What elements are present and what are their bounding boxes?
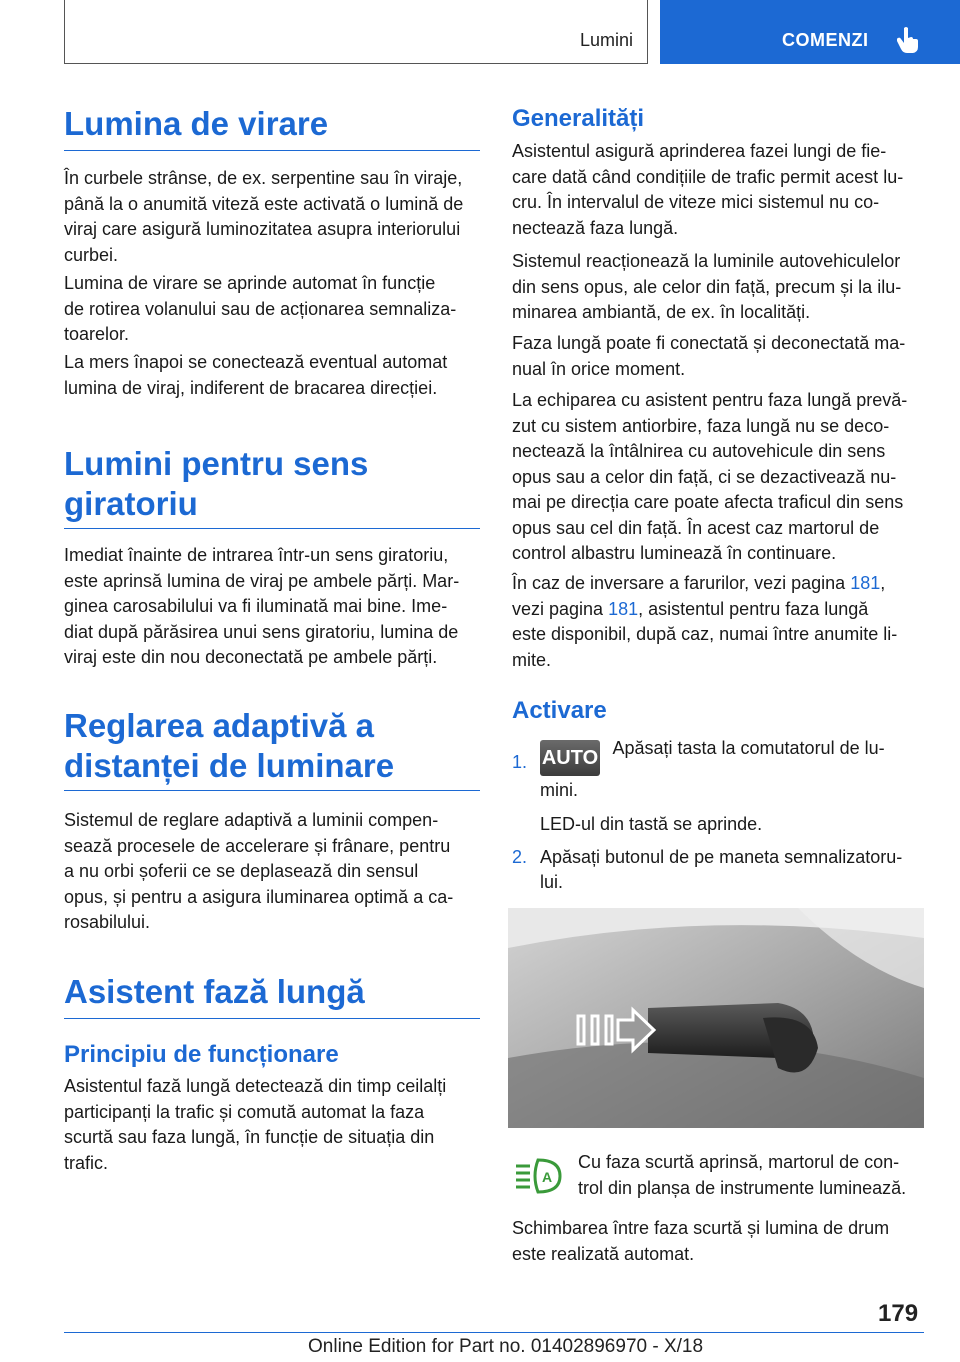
text-line: lumina de viraj, indiferent de bracarea direcției. bbox=[64, 377, 438, 398]
section-tab-lumini bbox=[64, 0, 648, 64]
text-fragment: , bbox=[880, 573, 886, 593]
text-line: opus sau a celor din față, ci se dezactivează nu- bbox=[512, 466, 897, 487]
subheading-activare: Activare bbox=[512, 697, 607, 724]
auto-button-icon: AUTO bbox=[540, 740, 600, 776]
text-line: este disponibil, după caz, numai între anumite li- bbox=[512, 624, 898, 644]
text-line: curbei. bbox=[64, 244, 119, 265]
heading-asistent-faza-lunga: Asistent fază lungă bbox=[64, 973, 365, 1010]
text-line: Lumina de virare se aprinde automat în funcție bbox=[64, 273, 436, 293]
text-line: zut cu sistem antiorbire, faza lungă nu se deco- bbox=[512, 415, 890, 436]
text-line: viraj este din nou deconectată pe ambele părți. bbox=[64, 647, 438, 667]
text-line: nectează faza lungă. bbox=[512, 217, 679, 238]
text-line: sează procesele de accelerare și frânare, pentru bbox=[64, 835, 451, 856]
text-line: este realizată automat. bbox=[512, 1243, 695, 1264]
subheading-generalitati: Generalități bbox=[512, 105, 645, 132]
text-line: a nu orbi șoferii ce se deplasează din sensul bbox=[64, 861, 419, 881]
subheading-principiu: Principiu de funcționare bbox=[64, 1041, 339, 1068]
heading-reglare-adaptiva-line2: distanței de luminare bbox=[64, 747, 395, 784]
text-line: mai pe direcția care poate afecta traficul din sens bbox=[512, 492, 904, 512]
paragraph-principiu bbox=[64, 1074, 480, 1176]
paragraph-aprindere bbox=[64, 271, 480, 348]
text-line: În curbele strânse, de ex. serpentine sau în viraje, bbox=[64, 168, 463, 188]
step-text-line2: lui. bbox=[540, 872, 564, 892]
page-number: 179 bbox=[878, 1300, 919, 1327]
paragraph-sens-giratoriu bbox=[64, 543, 480, 671]
paragraph-generalitati-2 bbox=[512, 249, 924, 326]
footer-rule bbox=[64, 1332, 924, 1333]
text-line: scurtă sau faza lungă, în funcție de situația din bbox=[64, 1127, 435, 1147]
chapter-tab-label: COMENZI bbox=[782, 30, 869, 50]
text-line: mite. bbox=[512, 649, 552, 670]
text-line: Sistemul de reglare adaptivă a luminii compen- bbox=[64, 810, 439, 830]
text-line: nual în orice moment. bbox=[512, 358, 686, 379]
text-line: minarea ambiantă, de ex. în localități. bbox=[512, 302, 811, 322]
text-line: Imediat înainte de intrarea într-un sens giratoriu, bbox=[64, 545, 449, 565]
text-line: control albastru luminează în continuare. bbox=[512, 543, 837, 563]
step-number: 1. bbox=[512, 752, 528, 772]
heading-rule bbox=[64, 150, 480, 151]
paragraph-generalitati-5 bbox=[512, 571, 924, 673]
text-line bbox=[512, 571, 924, 597]
text-fragment: vezi pagina bbox=[512, 598, 609, 619]
text-line: care dată când condițiile de trafic permit acest lu- bbox=[512, 166, 904, 187]
text-line bbox=[512, 597, 924, 623]
paragraph-mers-inapoi bbox=[64, 350, 480, 401]
text-line: toarelor. bbox=[64, 324, 130, 344]
step-subtext: LED-ul din tastă se aprinde. bbox=[540, 814, 763, 834]
heading-lumina-de-virare: Lumina de virare bbox=[64, 105, 329, 142]
paragraph-reglare bbox=[64, 808, 480, 936]
step-text-line2: mini. bbox=[540, 780, 579, 800]
high-beam-assistant-indicator-icon bbox=[512, 1156, 562, 1196]
page-link-181[interactable]: 181 bbox=[850, 573, 881, 593]
step-number: 2. bbox=[512, 847, 528, 867]
paragraph-generalitati-1 bbox=[512, 139, 924, 241]
page-link-181-second[interactable]: 181 bbox=[608, 598, 639, 619]
footer-edition: Online Edition for Part no. 01402896970 - X/18 bbox=[308, 1336, 704, 1357]
paragraph-curbe bbox=[64, 166, 480, 268]
heading-lumini-sens-giratoriu: Lumini pentru sens bbox=[64, 445, 369, 482]
text-line: trol din planșa de instrumente luminează. bbox=[578, 1177, 907, 1198]
text-line: Schimbarea între faza scurtă și lumina de drum bbox=[512, 1218, 890, 1238]
text-fragment: , asistentul pentru faza lungă bbox=[638, 598, 869, 619]
text-line: cru. În intervalul de viteze mici sistemul nu co- bbox=[512, 192, 880, 212]
turn-signal-lever-image bbox=[508, 908, 924, 1128]
text-line: Cu faza scurtă aprinsă, martorul de con- bbox=[578, 1152, 900, 1172]
text-line: participanți la trafic și comută automat la faza bbox=[64, 1101, 425, 1122]
text-line: diat după părăsirea unui sens giratoriu, lumina de bbox=[64, 621, 459, 642]
section-tab-label: Lumini bbox=[579, 30, 633, 50]
text-line: La mers înapoi se conectează eventual automat bbox=[64, 352, 448, 372]
text-line: Asistentul asigură aprinderea fazei lungi de fie- bbox=[512, 141, 887, 161]
chapter-tab-comenzi bbox=[660, 0, 960, 64]
text-line: Sistemul reacționează la luminile autovehiculelor bbox=[512, 251, 901, 271]
text-line: opus sau cel din față. În acest caz martorul de bbox=[512, 517, 880, 538]
paragraph-generalitati-3 bbox=[512, 331, 924, 382]
heading-reglare-adaptiva: Reglarea adaptivă a bbox=[64, 707, 374, 744]
text-fragment: În caz de inversare a farurilor, vezi pagina bbox=[512, 573, 851, 593]
text-line: din sens opus, ale celor din față, precum și la ilu- bbox=[512, 276, 902, 297]
heading-rule bbox=[64, 1018, 480, 1019]
step-text: Apăsați butonul de pe maneta semnalizatoru- bbox=[540, 847, 903, 867]
text-line: rosabilului. bbox=[64, 912, 151, 932]
text-line: La echiparea cu asistent pentru faza lungă prevă- bbox=[512, 390, 908, 410]
text-line: este aprinsă lumina de viraj pe ambele părți. Mar- bbox=[64, 570, 460, 591]
text-line: ginea carosabilului va fi iluminată mai bine. Ime- bbox=[64, 596, 448, 616]
pointing-hand-icon bbox=[897, 26, 919, 54]
svg-text:A: A bbox=[542, 1169, 553, 1185]
text-line: Asistentul fază lungă detectează din timp ceilalți bbox=[64, 1076, 447, 1096]
text-line: trafic. bbox=[64, 1152, 109, 1173]
text-line: până la o anumită viteză este activată o lumină de bbox=[64, 193, 464, 214]
paragraph-schimbare bbox=[512, 1216, 924, 1267]
text-line: opus, și pentru a asigura iluminarea optimă a ca- bbox=[64, 886, 454, 907]
heading-rule bbox=[64, 790, 480, 791]
text-line: viraj care asigură luminozitatea asupra interiorului bbox=[64, 219, 461, 239]
text-line: de rotirea volanului sau de acționarea semnaliza- bbox=[64, 298, 457, 319]
text-line: Faza lungă poate fi conectată și deconectată ma- bbox=[512, 333, 906, 353]
text-line: nectează la întâlnirea cu autovehicule din sens bbox=[512, 441, 886, 461]
step-text: Apăsați tasta la comutatorul de lu- bbox=[612, 738, 885, 758]
paragraph-generalitati-4 bbox=[512, 388, 924, 567]
heading-rule bbox=[64, 528, 480, 529]
heading-lumini-sens-giratoriu-line2: giratoriu bbox=[64, 485, 198, 522]
